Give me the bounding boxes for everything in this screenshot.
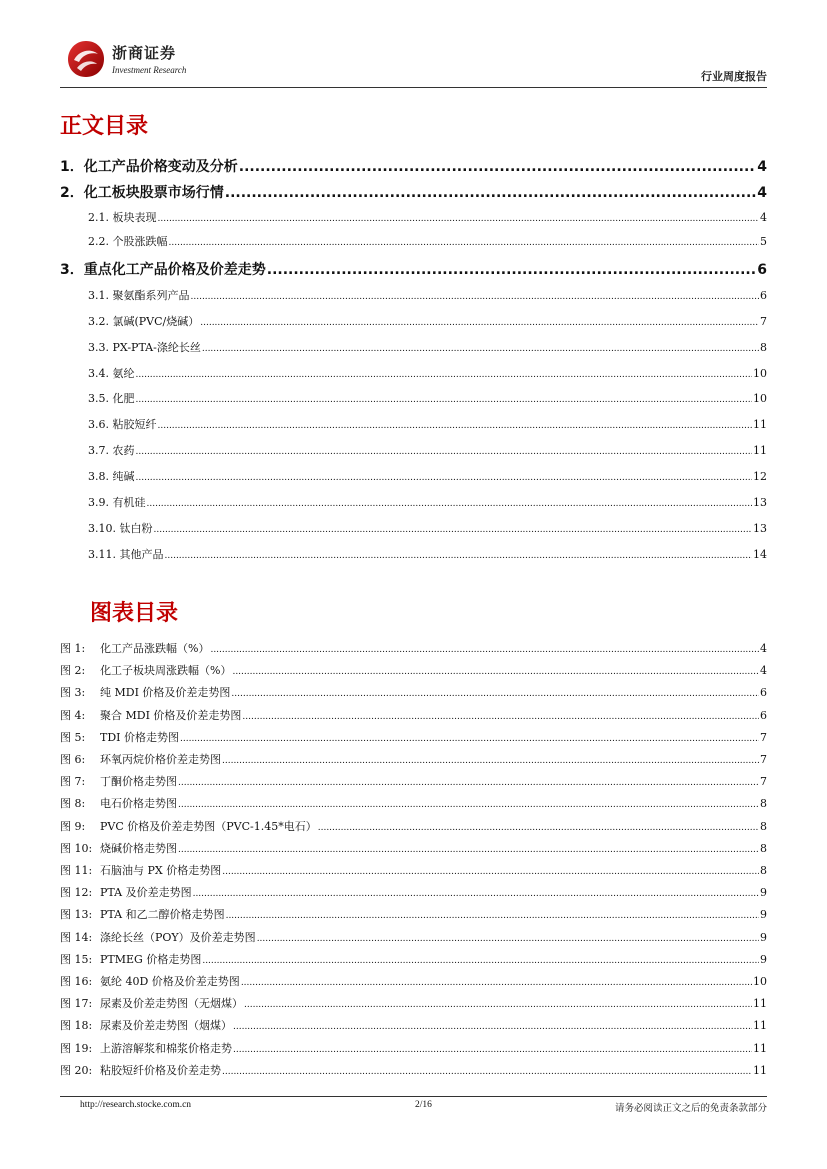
figure-entry-label: 石脑油与 PX 价格走势图	[100, 864, 222, 877]
company-logo-icon	[65, 38, 107, 80]
figure-entry-number: 图 17:	[60, 997, 93, 1011]
toc-leader-dots	[154, 525, 753, 535]
toc-leader-dots	[158, 214, 760, 224]
figure-entry[interactable]	[60, 951, 767, 967]
figure-entry[interactable]	[60, 729, 767, 745]
figure-entry-number: 图 8:	[60, 797, 86, 811]
figure-entry-number: 图 12:	[60, 886, 93, 900]
figure-entry-number: 图 9:	[60, 819, 86, 833]
figure-entry-number: 图 10:	[60, 841, 93, 855]
footer-url[interactable]: http://research.stocke.com.cn	[80, 1100, 192, 1110]
figure-leader-dots	[178, 800, 759, 810]
figure-entry[interactable]	[60, 995, 767, 1011]
toc-entry[interactable]	[60, 416, 767, 432]
figure-entry-label: 化工子板块周涨跌幅（%）	[100, 664, 232, 678]
figure-entry-page: 11	[753, 1019, 767, 1033]
figure-entry-label: 聚合 MDI 价格及价差走势图	[100, 708, 242, 722]
toc-leader-dots	[200, 318, 759, 328]
toc-entry-label: 3．重点化工产品价格及价差走势	[60, 262, 266, 278]
toc-entry-label: 2.1. 板块表现	[88, 211, 157, 224]
figure-leader-dots	[226, 911, 759, 921]
toc-entry-label: 2.2. 个股涨跌幅	[88, 235, 168, 248]
toc-entry[interactable]	[60, 442, 767, 458]
figure-leader-dots	[178, 778, 759, 788]
toc-leader-dots	[191, 292, 760, 302]
toc-leader-dots	[202, 344, 759, 354]
figure-entry[interactable]	[60, 751, 767, 767]
figure-leader-dots	[210, 645, 759, 655]
figure-entry-page: 7	[760, 753, 767, 766]
figure-entry[interactable]	[60, 818, 767, 834]
toc-entry[interactable]	[60, 287, 767, 303]
toc-entry-page: 13	[753, 496, 767, 509]
figure-entry[interactable]	[60, 662, 767, 678]
toc-title: 正文目录	[60, 114, 149, 139]
figure-entry-number: 图 19:	[60, 1041, 93, 1055]
toc-entry-page: 12	[753, 470, 767, 483]
figure-entry[interactable]	[60, 929, 767, 945]
toc-entry[interactable]	[60, 209, 767, 225]
figure-entry-label: 纯 MDI 价格及价差走势图	[100, 686, 231, 700]
figure-entry-label: PTA 及价差走势图	[100, 886, 192, 900]
figure-leader-dots	[222, 756, 759, 766]
toc-entry-page: 11	[753, 418, 767, 431]
toc-leader-dots	[136, 447, 753, 457]
figure-entry-number: 图 6:	[60, 753, 86, 766]
figure-leader-dots	[180, 734, 759, 744]
toc-entry-page: 5	[760, 235, 767, 248]
toc-entry-page: 6	[757, 262, 767, 278]
footer-disclaimer: 请务必阅读正文之后的免责条款部分	[614, 1103, 767, 1114]
figure-entry-page: 9	[760, 886, 767, 900]
toc-entry-page: 4	[757, 185, 767, 201]
toc-entry[interactable]	[60, 468, 767, 484]
toc-leader-dots	[158, 421, 753, 431]
figure-entry-label: TDI 价格走势图	[100, 730, 179, 744]
figure-entry-number: 图 16:	[60, 975, 93, 988]
toc-entry-page: 11	[753, 444, 767, 457]
figure-leader-dots	[242, 712, 759, 722]
figure-entry-page: 7	[760, 730, 767, 744]
toc-entry-page: 10	[753, 367, 767, 380]
figure-entry-label: 尿素及价差走势图（烟煤）	[100, 1019, 232, 1033]
report-type-label: 行业周度报告	[701, 70, 767, 83]
toc-entry[interactable]	[60, 259, 767, 279]
toc-entry[interactable]	[60, 520, 767, 536]
toc-entry-label: 3.9. 有机硅	[88, 496, 146, 509]
header-divider	[60, 87, 767, 88]
figure-leader-dots	[222, 867, 759, 877]
toc-entry-label: 3.8. 纯碱	[88, 470, 135, 483]
figure-entry-label: 电石价格走势图	[100, 797, 177, 811]
toc-entry-label: 3.4. 氨纶	[88, 367, 135, 380]
toc-entry-page: 13	[753, 522, 767, 535]
toc-entry-label: 1．化工产品价格变动及分析	[60, 159, 238, 175]
figure-leader-dots	[178, 845, 759, 855]
toc-entry[interactable]	[60, 365, 767, 381]
figure-entry[interactable]	[60, 973, 767, 989]
toc-leader-dots	[267, 262, 757, 278]
figure-entry-number: 图 2:	[60, 664, 86, 678]
toc-entry[interactable]	[60, 546, 767, 562]
company-name-cn: 浙商证券	[112, 44, 177, 62]
toc-leader-dots	[136, 370, 753, 380]
figure-entry-number: 图 3:	[60, 686, 86, 700]
figure-leader-dots	[233, 1045, 752, 1055]
toc-leader-dots	[136, 395, 753, 405]
toc-entry-label: 3.11. 其他产品	[88, 548, 164, 561]
figure-entry-number: 图 11:	[60, 864, 93, 877]
figure-entry-label: 尿素及价差走势图（无烟煤）	[100, 997, 243, 1011]
figure-entry-label: 粘胶短纤价格及价差走势	[100, 1063, 221, 1077]
figure-entry-number: 图 20:	[60, 1063, 93, 1077]
figure-entry[interactable]	[60, 640, 767, 656]
figure-entry-label: 上游溶解浆和棉浆价格走势	[100, 1041, 232, 1055]
figure-entry-number: 图 7:	[60, 775, 86, 789]
toc-leader-dots	[169, 238, 760, 248]
figure-entry-page: 8	[760, 841, 767, 855]
figure-entry-page: 4	[760, 642, 767, 655]
figure-entry-page: 6	[760, 686, 767, 700]
figure-leader-dots	[202, 956, 759, 966]
figure-entry[interactable]	[60, 1062, 767, 1078]
figures-title: 图表目录	[90, 601, 179, 626]
figure-entry-label: PVC 价格及价差走势图（PVC-1.45*电石）	[100, 819, 317, 833]
toc-entry-page: 6	[760, 289, 767, 302]
figure-entry-page: 11	[753, 1041, 767, 1055]
toc-entry-page: 4	[757, 159, 767, 175]
toc-entry-label: 3.10. 钛白粉	[88, 522, 153, 535]
toc-entry-label: 3.5. 化肥	[88, 392, 135, 405]
figure-leader-dots	[244, 1000, 752, 1010]
toc-entry[interactable]	[60, 182, 767, 202]
figure-entry-label: 氨纶 40D 价格及价差走势图	[100, 975, 240, 988]
figure-entry-label: 丁酮价格走势图	[100, 775, 177, 789]
toc-entry-page: 4	[760, 211, 767, 224]
figure-entry-page: 4	[760, 664, 767, 678]
figure-entry-page: 9	[760, 952, 767, 966]
toc-entry-label: 3.1. 聚氨酯系列产品	[88, 289, 190, 302]
figure-entry[interactable]	[60, 707, 767, 723]
figure-entry-page: 11	[753, 1063, 767, 1077]
figure-leader-dots	[241, 978, 752, 988]
toc-entry[interactable]	[60, 313, 767, 329]
figure-entry-page: 8	[760, 819, 767, 833]
figure-entry-label: PTMEG 价格走势图	[100, 952, 202, 966]
toc-entry-label: 2．化工板块股票市场行情	[60, 185, 224, 201]
toc-entry[interactable]	[60, 339, 767, 355]
figure-entry[interactable]	[60, 884, 767, 900]
figure-entry-label: 环氧丙烷价格价差走势图	[100, 753, 221, 766]
page-header	[60, 36, 767, 86]
figure-entry[interactable]	[60, 684, 767, 700]
toc-entry[interactable]	[60, 390, 767, 406]
figure-entry-page: 8	[760, 797, 767, 811]
figure-entry-number: 图 1:	[60, 642, 86, 655]
toc-leader-dots	[239, 159, 757, 175]
toc-entry[interactable]	[60, 233, 767, 249]
toc-entry[interactable]	[60, 494, 767, 510]
figure-leader-dots	[193, 889, 759, 899]
figure-leader-dots	[231, 689, 759, 699]
figure-entry-page: 9	[760, 930, 767, 944]
figure-entry[interactable]	[60, 1017, 767, 1033]
figure-entry-number: 图 4:	[60, 708, 86, 722]
footer-page-number: 2/16	[415, 1100, 432, 1110]
figure-entry-label: 化工产品涨跌幅（%）	[100, 642, 210, 655]
figure-leader-dots	[222, 1067, 752, 1077]
figure-entry-number: 图 14:	[60, 930, 93, 944]
toc-entry-page: 14	[753, 548, 767, 561]
figure-entry[interactable]	[60, 840, 767, 856]
toc-entry-label: 3.2. 氯碱(PVC/烧碱）	[88, 315, 200, 328]
toc-entry-label: 3.7. 农药	[88, 444, 135, 457]
figure-entry-page: 11	[753, 997, 767, 1011]
figure-entry-page: 9	[760, 908, 767, 922]
figure-entry[interactable]	[60, 773, 767, 789]
figure-entry[interactable]	[60, 1040, 767, 1056]
figure-leader-dots	[318, 823, 759, 833]
toc-entry-page: 10	[753, 392, 767, 405]
figure-entry-label: 涤纶长丝（POY）及价差走势图	[100, 930, 256, 944]
figure-entry-page: 7	[760, 775, 767, 789]
figure-entry-page: 10	[753, 975, 767, 988]
figure-entry[interactable]	[60, 906, 767, 922]
toc-leader-dots	[225, 185, 757, 201]
figure-entry[interactable]	[60, 795, 767, 811]
figure-entry-page: 8	[760, 864, 767, 877]
figure-entry-number: 图 13:	[60, 908, 93, 922]
footer-divider	[60, 1096, 767, 1097]
toc-entry-label: 3.6. 粘胶短纤	[88, 418, 157, 431]
figure-entry-number: 图 18:	[60, 1019, 93, 1033]
company-name-en: Investment Research	[112, 65, 187, 75]
figure-entry-number: 图 15:	[60, 952, 93, 966]
figure-leader-dots	[233, 1022, 752, 1032]
toc-entry[interactable]	[60, 156, 767, 176]
figure-leader-dots	[257, 934, 759, 944]
figure-entry-number: 图 5:	[60, 730, 86, 744]
figure-entry-label: 烧碱价格走势图	[100, 841, 177, 855]
toc-entry-label: 3.3. PX-PTA-涤纶长丝	[88, 341, 201, 354]
toc-leader-dots	[165, 551, 753, 561]
toc-entry-page: 8	[760, 341, 767, 354]
toc-leader-dots	[147, 499, 753, 509]
figure-leader-dots	[232, 667, 759, 677]
figure-entry-page: 6	[760, 708, 767, 722]
toc-entry-page: 7	[760, 315, 767, 328]
figure-entry[interactable]	[60, 862, 767, 878]
figure-entry-label: PTA 和乙二醇价格走势图	[100, 908, 225, 922]
toc-leader-dots	[136, 473, 753, 483]
